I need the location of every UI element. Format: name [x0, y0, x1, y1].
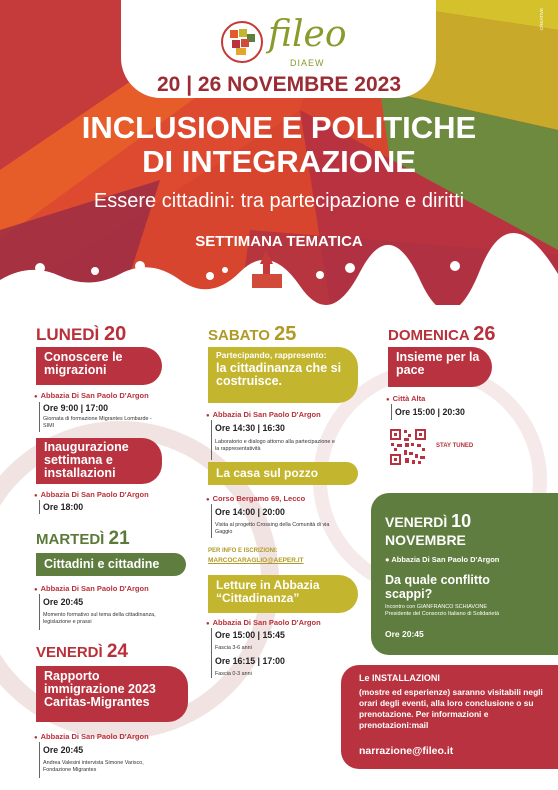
event-time: Ore 16:15 | 17:00 — [215, 656, 285, 666]
event-cittadini-cittadine: Cittadini e cittadine — [36, 553, 186, 576]
installazioni-email-link[interactable]: narrazione@fileo.it — [359, 745, 454, 757]
day-number: 10 — [451, 511, 472, 531]
location-text: Abbazia Di San Paolo D'Argon — [391, 555, 500, 564]
logo-wordmark: fileo — [268, 14, 347, 55]
logo-subtitle: DIAEW — [290, 58, 325, 68]
event-time: Ore 20:45 — [43, 745, 84, 755]
day-monday — [36, 323, 126, 346]
event-note: Giornata di formazione Migrantes Lombarde - SIMI — [43, 416, 152, 430]
event-location: ● Abbazia Di San Paolo D'Argon — [34, 391, 149, 400]
installazioni-heading: Le INSTALLAZIONI — [359, 673, 440, 683]
credit-text: CREATIVE — [539, 8, 544, 31]
day-label: VENERDÌ — [385, 514, 448, 530]
day-label: MARTEDÌ — [36, 531, 105, 548]
week-tagline: SETTIMANA TEMATICA — [195, 233, 363, 250]
qr-code-icon[interactable] — [389, 428, 427, 466]
venerdi-10-panel — [371, 493, 558, 655]
day-label: SABATO — [208, 327, 270, 344]
event-note: Momento formativo sul tema della cittadinanza, legislazione e prassi — [43, 612, 156, 626]
info-label: PER INFO E ISCRIZIONI: — [208, 548, 278, 554]
installazioni-body: (mostre ed esperienze) saranno visitabili negli orari degli eventi, alla loro conclusione o su prenotazione. Per informazioni e prenotazioni:mail — [359, 687, 543, 730]
event-note: Incontro con GIANFRANCO SCHIAVONE — [385, 604, 487, 610]
page-subtitle: Essere cittadini: tra partecipazione e diritti — [93, 190, 465, 212]
event-note: Presidente del Consorzio Italiano di Solidarietà — [385, 611, 500, 617]
installazioni-panel — [341, 665, 558, 769]
day-saturday — [208, 323, 296, 346]
event-insieme-pace: Insieme per la pace — [388, 347, 492, 387]
day-label: DOMENICA — [388, 327, 470, 344]
event-kicker: Partecipando, rappresento: — [216, 350, 327, 360]
event-location: ● Città Alta — [386, 394, 425, 403]
day-sunday — [388, 323, 496, 346]
event-letture-abbazia: Letture in Abbazia “Cittadinanza” — [208, 575, 358, 613]
day-friday-24 — [36, 641, 128, 663]
event-casa-sul-pozzo: La casa sul pozzo — [208, 462, 358, 485]
event-location: ● Abbazia Di San Paolo D'Argon — [34, 732, 149, 741]
fileo-logo-icon — [220, 20, 264, 64]
info-email-link[interactable]: MARCOCARAGLIO@AEPER.IT — [208, 557, 304, 564]
day-number: 26 — [473, 323, 496, 345]
event-time: Ore 9:00 | 17:00 — [43, 403, 109, 413]
day-tuesday — [36, 528, 130, 550]
header-banner — [0, 0, 558, 305]
event-time: Ore 20:45 — [43, 597, 84, 607]
page-title-line2: DI INTEGRAZIONE — [142, 144, 416, 179]
event-time: Ore 18:00 — [43, 502, 84, 512]
event-location: ● Abbazia Di San Paolo D'Argon — [34, 584, 149, 593]
event-location: ● Abbazia Di San Paolo D'Argon — [385, 555, 500, 564]
event-time: Ore 15:00 | 15:45 — [215, 630, 285, 640]
event-dates: 20 | 26 NOVEMBRE 2023 — [157, 73, 401, 96]
day-number: 24 — [106, 641, 128, 662]
day-label: VENERDÌ — [36, 644, 103, 661]
venerdi-10-day — [385, 511, 471, 532]
event-conoscere-migrazioni: Conoscere le migrazioni — [36, 347, 162, 385]
event-note: Fascia 3-6 anni — [215, 645, 252, 651]
event-time: Ore 20:45 — [385, 629, 424, 639]
event-location: ● Abbazia Di San Paolo D'Argon — [34, 490, 149, 499]
event-title: Da quale conflitto scappi? — [385, 573, 490, 602]
event-note: Fascia 0-3 anni — [215, 671, 252, 677]
event-time: Ore 14:30 | 16:30 — [215, 423, 285, 433]
day-number: 20 — [104, 323, 127, 345]
event-partecipando — [208, 347, 358, 403]
venerdi-10-month: NOVEMBRE — [385, 532, 466, 548]
event-location: ● Abbazia Di San Paolo D'Argon — [206, 618, 321, 627]
event-note: Andrea Valesini intervista Simone Varisco, Fondazione Migrantes — [43, 760, 144, 774]
event-location: ● Corso Bergamo 69, Lecco — [206, 494, 305, 503]
event-inaugurazione: Inaugurazione settimana e installazioni — [36, 438, 162, 484]
day-number: 21 — [108, 528, 130, 549]
page-title-line1: INCLUSIONE E POLITICHE — [81, 110, 477, 145]
event-title: la cittadinanza che si costruisce. — [216, 360, 342, 389]
event-note: Visita al progetto Crossing della Comunità di via Gaggio — [215, 522, 330, 536]
day-label: LUNEDÌ — [36, 325, 100, 344]
event-time: Ore 15:00 | 20:30 — [395, 407, 465, 417]
day-number: 25 — [274, 323, 297, 345]
event-note: Laboratorio e dialogo attorno alla partecipazione e la rappresentatività — [215, 439, 335, 453]
event-location: ● Abbazia Di San Paolo D'Argon — [206, 410, 321, 419]
event-rapporto-immigrazione: Rapporto immigrazione 2023 Caritas-Migrantes — [36, 666, 188, 722]
qr-label: STAY TUNED — [436, 443, 474, 449]
event-time: Ore 14:00 | 20:00 — [215, 507, 285, 517]
